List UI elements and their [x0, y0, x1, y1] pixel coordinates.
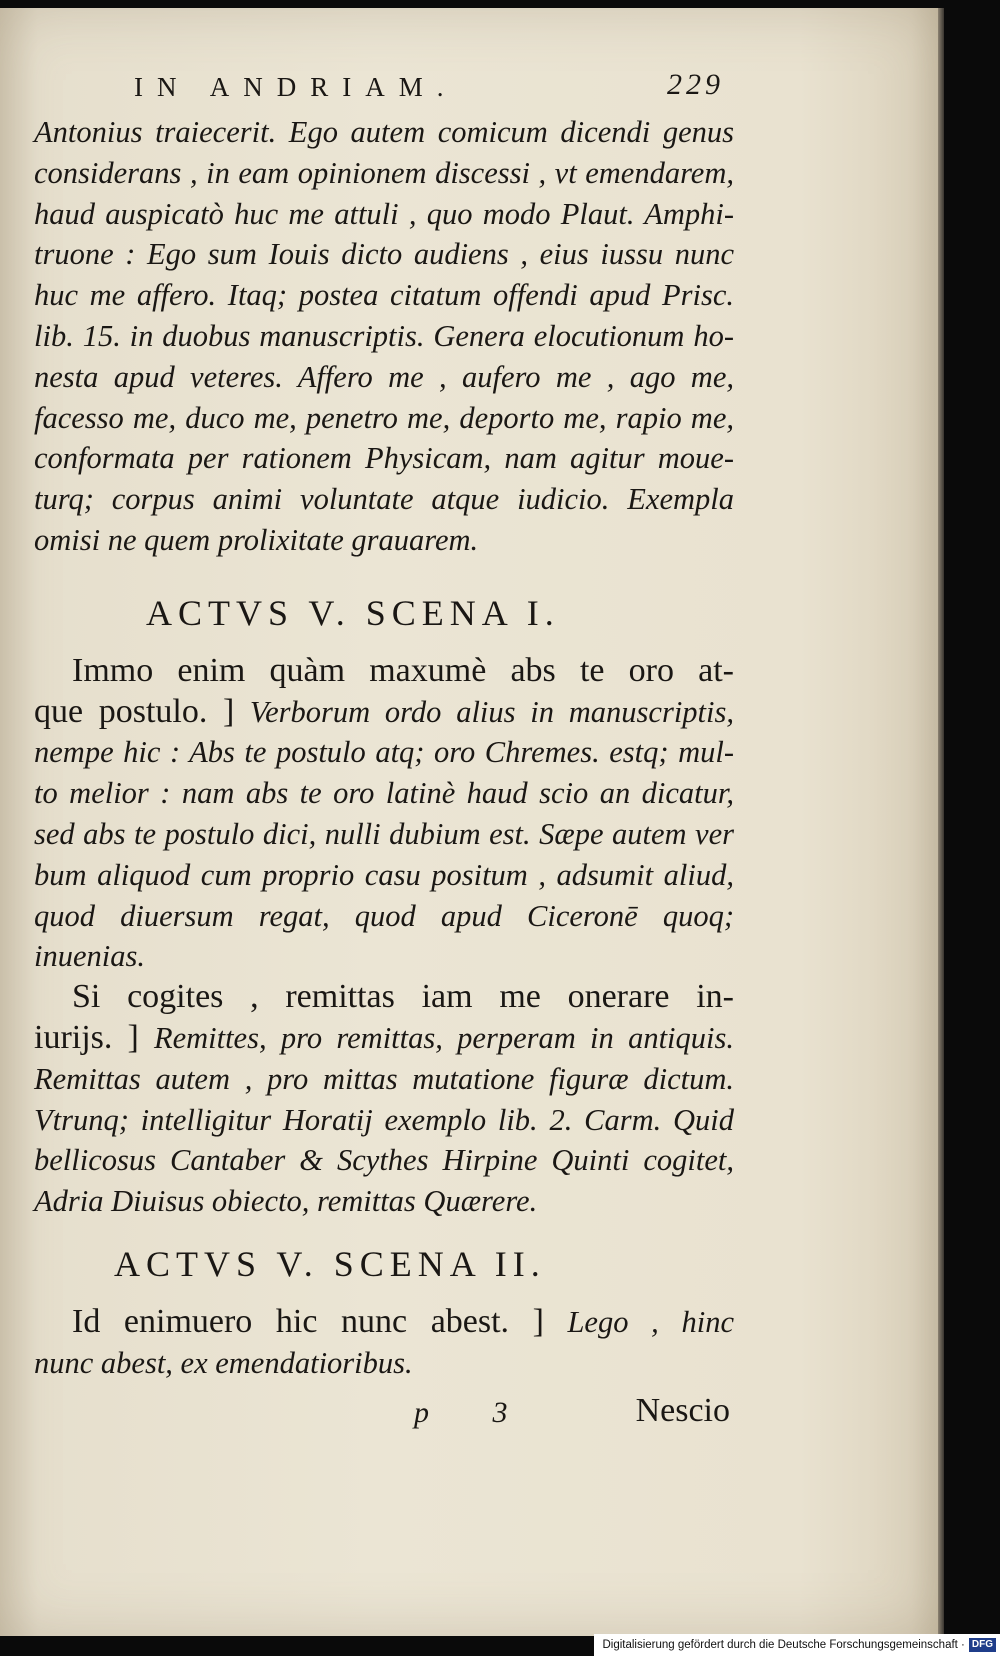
dfg-logo: DFG [969, 1638, 996, 1652]
catchword: Nescio [635, 1391, 730, 1429]
text-line: nempe hic : Abs te postulo atq; oro Chremes. estq; mul- [34, 735, 734, 770]
lemma-line [34, 977, 734, 1018]
text-line: to melior : nam abs te oro latinè haud scio an dicatur, [34, 776, 734, 811]
text-line: quod diuersum regat, quod apud Ciceronē quoq; inuenias. [34, 898, 734, 974]
funding-text: Digitalisierung gefördert durch die Deutsche Forschungsgemeinschaft · [602, 1639, 965, 1651]
scene2-note1 [34, 1302, 734, 1384]
running-head [134, 68, 734, 112]
text-line: facesso me, duco me, penetro me, deporto me, rapio me, [34, 400, 734, 435]
text-line: Vtrunq; intelligitur Horatij exemplo lib. 2. Carm. Quid [34, 1102, 734, 1137]
running-head-title: IN ANDRIAM. [134, 72, 458, 102]
scene-heading-2: ACTVS V. SCENA II. [114, 1243, 546, 1284]
text-line: truone : Ego sum Iouis dicto audiens , eius iussu nunc [34, 237, 734, 272]
lemma-line [34, 692, 734, 733]
page-edge-shadow [938, 8, 944, 1636]
book-page [0, 8, 940, 1636]
page-text-block [34, 68, 734, 1436]
text-line: bum aliquod cum proprio casu positum , adsumit aliud, [34, 857, 734, 892]
funding-ribbon [594, 1634, 1000, 1656]
text-line: huc me affero. Itaq; postea citatum offendi apud Prisc. [34, 278, 734, 313]
text-line: nunc abest, ex emendatioribus. [34, 1345, 413, 1380]
commentary-text: Remittes, pro remittas, perperam in antiquis. [153, 1020, 734, 1055]
lemma-text: Immo enim quàm maxumè abs te oro at- [72, 651, 734, 689]
lemma-line [34, 1302, 734, 1343]
lemma-text: que postulo. ] [34, 692, 235, 730]
page-number: 229 [667, 68, 724, 101]
scene1-note2 [34, 977, 734, 1222]
commentary-text: Verborum ordo alius in manuscriptis, [249, 694, 734, 729]
text-line: conformata per rationem Physicam, nam agitur moue- [34, 441, 734, 476]
text-line: Antonius traiecerit. Ego autem comicum dicendi genus [34, 115, 734, 149]
intro-paragraph [34, 112, 734, 561]
text-line: omisi ne quem prolixitate grauarem. [34, 522, 479, 557]
text-line: Remittas autem , pro mittas mutatione figuræ dictum. [34, 1061, 734, 1096]
text-line: turq; corpus animi voluntate atque iudicio. Exempla [34, 482, 734, 517]
commentary-text: Lego , hinc [567, 1304, 734, 1339]
lemma-text: Id enimuero hic nunc abest. ] [72, 1302, 544, 1340]
lemma-text: Si cogites , remittas iam me onerare in- [72, 978, 734, 1016]
lemma-line [34, 651, 734, 692]
signature-mark: p 3 [414, 1395, 536, 1429]
text-line: considerans , in eam opinionem discessi , vt emendarem, [34, 155, 734, 190]
lemma-line [34, 1018, 734, 1059]
page-footer [34, 1392, 734, 1436]
scene1-note1 [34, 651, 734, 977]
text-line: haud auspicatò huc me attuli , quo modo Plaut. Amphi- [34, 196, 734, 231]
text-line: Adria Diuisus obiecto, remittas Quærere. [34, 1184, 538, 1219]
text-line: lib. 15. in duobus manuscriptis. Genera elocutionum ho- [34, 318, 734, 353]
lemma-text: iurijs. ] [34, 1018, 139, 1056]
text-line: nesta apud veteres. Affero me , aufero me , ago me, [34, 359, 734, 394]
text-line: sed abs te postulo dici, nulli dubium est. Sæpe autem ver [34, 816, 734, 851]
text-line: bellicosus Cantaber & Scythes Hirpine Quinti cogitet, [34, 1143, 734, 1178]
scene-heading-1: ACTVS V. SCENA I. [146, 592, 560, 633]
